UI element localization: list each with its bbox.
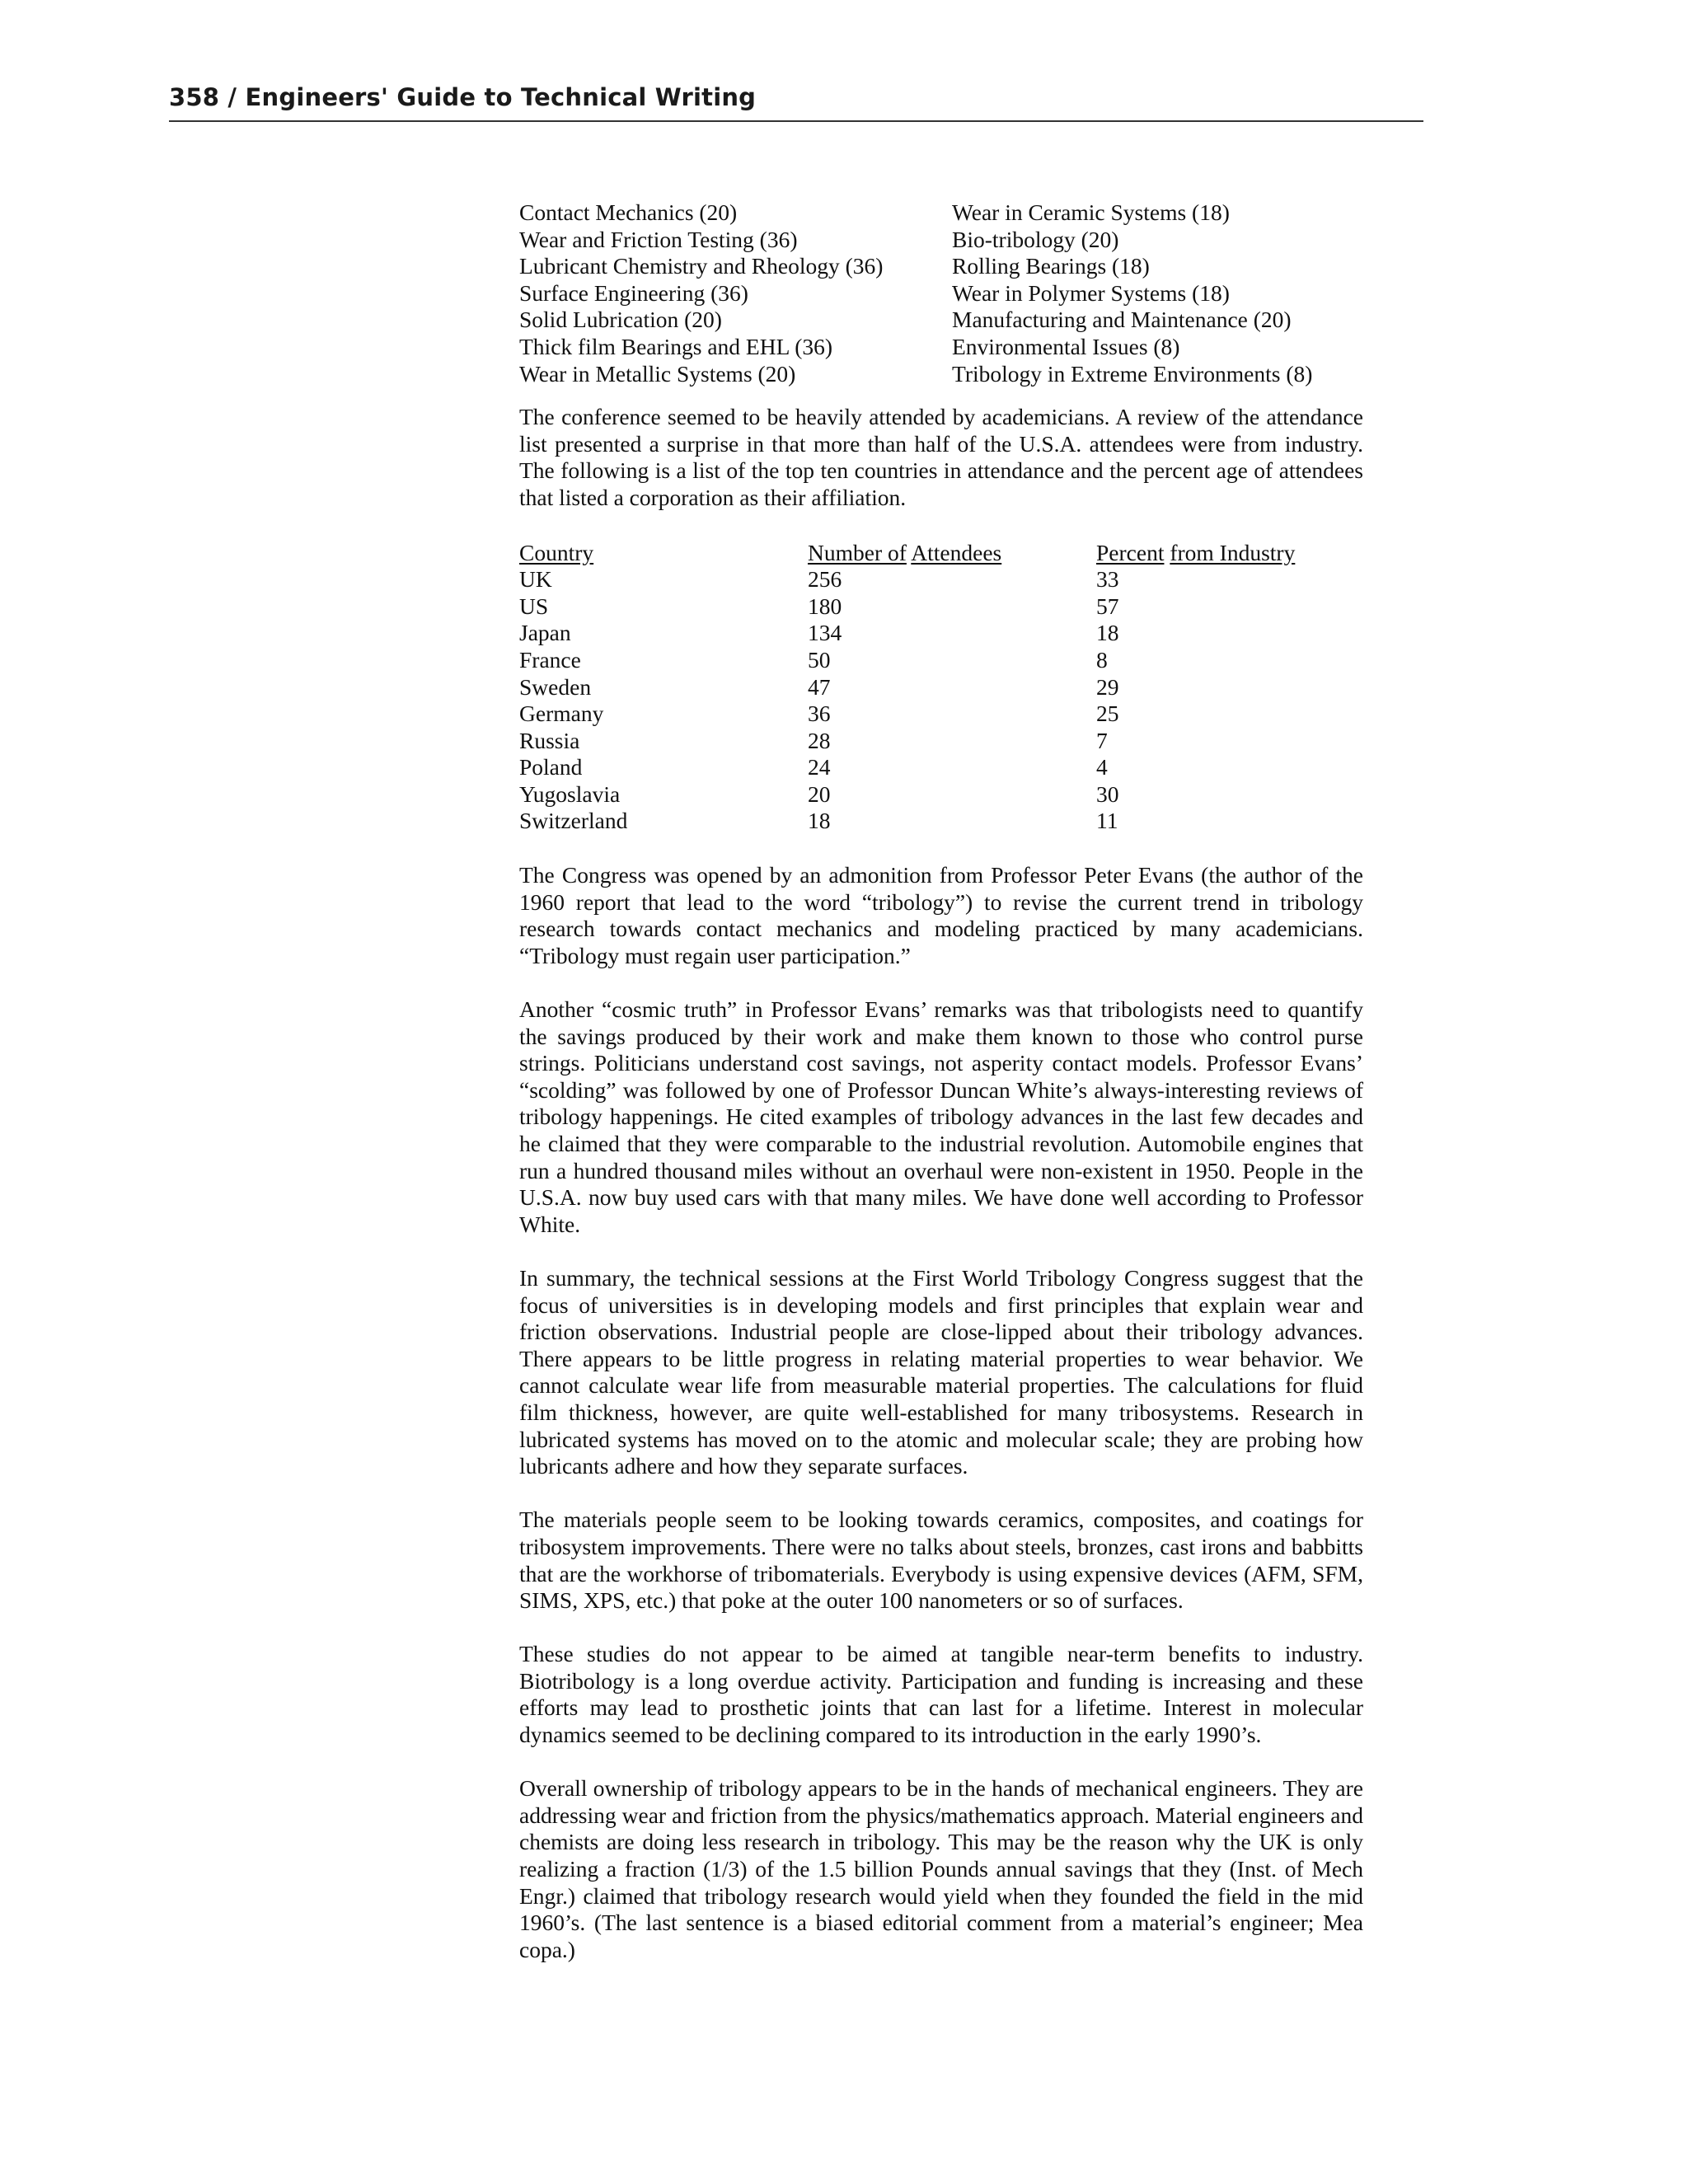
table-row [519, 647, 1363, 674]
cell-percent: 25 [1096, 701, 1119, 727]
topic-item: Bio-tribology (20) [952, 226, 1119, 252]
cell-percent: 8 [1096, 646, 1108, 673]
cell-percent: 7 [1096, 727, 1108, 753]
header-rule [169, 120, 1423, 122]
topic-item: Contact Mechanics (20) [519, 199, 738, 225]
table-row [519, 781, 1363, 808]
body-paragraphs [519, 862, 1363, 1963]
body-paragraph: Another “cosmic truth” in Professor Evans’ remarks was that tribologists need to quantify the savings produced by their work and make them known to those who control purse strings. Politicians understand cost savings, not asperity contact models. Professor Evans’ “scolding” was followed by one of Professor Duncan White’s always-interesting reviews of tribology happenings. He cited examples of tribology advances in the last few decades and he claimed that they were comparable to the industrial revolution. Automobile engines that run a hundred thousand miles without an overhaul were non-existent in 1950. People in the U.S.A. now buy used cars with that many miles. We have done well according to Professor White. [519, 996, 1363, 1237]
cell-percent: 57 [1096, 593, 1119, 619]
intro-paragraph: The conference seemed to be heavily attended by academicians. A review of the attendance list presented a surprise in that more than half of the U.S.A. attendees were from industry. The following is a list of the top ten countries in attendance and the percent age of attendees that listed a corporation as their affiliation. [519, 404, 1363, 510]
cell-country: Germany [519, 701, 604, 727]
cell-attendees: 18 [808, 808, 831, 834]
cell-percent: 33 [1096, 566, 1119, 593]
cell-country: UK [519, 566, 552, 593]
body-paragraph: In summary, the technical sessions at the First World Tribology Congress suggest that the focus of universities is in developing models and first principles that explain wear and friction observations. Industrial people are close-lipped about their tribology advances. There appears to be little progress in relating material properties to wear behavior. We cannot calculate wear life from measurable material properties. The calculations for fluid film thickness, however, are quite well-established for many tribosystems. Research in lubricated systems has moved on to the atomic and molecular scale; they are probing how lubricants adhere and how they separate surfaces. [519, 1264, 1363, 1479]
body-paragraph: Overall ownership of tribology appears to be in the hands of mechanical engineers. They are addressing wear and friction from the physics/mathematics approach. Material engineers and chemists are doing less research in tribology. This may be the reason why the UK is only realizing a fraction (1/3) of the 1.5 billion Pounds annual savings that they (Inst. of Mech Engr.) claimed that tribology research would yield when they founded the field in the mid 1960’s. (The last sentence is a biased editorial comment from a material’s engineer; Mea copa.) [519, 1775, 1363, 1962]
table-row [519, 566, 1363, 593]
body-paragraph: The materials people seem to be looking towards ceramics, composites, and coatings for tribosystem improvements. There were no talks about steels, bronzes, cast irons and babbitts that are the workhorse of tribomaterials. Everybody is using expensive devices (AFM, SFM, SIMS, XPS, etc.) that poke at the outer 100 nanometers or so of surfaces. [519, 1507, 1363, 1614]
table-row [519, 620, 1363, 647]
topic-item: Environmental Issues (8) [952, 333, 1180, 359]
column-header-attendees: Number of Attendees [808, 539, 1002, 565]
page-body [519, 199, 1363, 1963]
topic-item: Wear and Friction Testing (36) [519, 226, 798, 252]
cell-country: France [519, 646, 581, 673]
topic-item: Rolling Bearings (18) [952, 253, 1150, 279]
cell-attendees: 28 [808, 727, 831, 753]
session-topics-list [519, 199, 1363, 387]
body-paragraph: The Congress was opened by an admonition from Professor Peter Evans (the author of the 1960 report that lead to the word “tribology”) to revise the current trend in tribology research towards contact mechanics and modeling practiced by many academicians. “Tribology must regain user participation.” [519, 862, 1363, 968]
table-row [519, 701, 1363, 728]
cell-attendees: 134 [808, 620, 842, 646]
cell-attendees: 256 [808, 566, 842, 593]
cell-attendees: 20 [808, 780, 831, 807]
cell-attendees: 47 [808, 673, 831, 700]
topic-item: Manufacturing and Maintenance (20) [952, 307, 1292, 333]
topic-item: Thick film Bearings and EHL (36) [519, 333, 833, 359]
table-body [519, 566, 1363, 835]
cell-country: Sweden [519, 673, 592, 700]
cell-country: Russia [519, 727, 580, 753]
body-paragraph: These studies do not appear to be aimed at tangible near-term benefits to industry. Biotribology is a long overdue activity. Participation and funding is increasing and these efforts may lead to prosthetic joints that can last for a lifetime. Interest in molecular dynamics seemed to be declining compared to its introduction in the early 1990’s. [519, 1641, 1363, 1748]
cell-percent: 30 [1096, 780, 1119, 807]
topic-item: Wear in Ceramic Systems (18) [952, 199, 1230, 225]
topic-item: Wear in Polymer Systems (18) [952, 279, 1230, 306]
topic-item: Wear in Metallic Systems (20) [519, 360, 796, 387]
topics-right-column [952, 199, 1363, 387]
column-header-country: Country [519, 539, 594, 565]
cell-attendees: 50 [808, 646, 831, 673]
cell-country: Switzerland [519, 808, 628, 834]
table-row [519, 808, 1363, 835]
topic-item: Tribology in Extreme Environments (8) [952, 360, 1313, 387]
cell-attendees: 36 [808, 701, 831, 727]
table-row [519, 674, 1363, 701]
table-header-row [519, 540, 1363, 567]
topic-item: Solid Lubrication (20) [519, 307, 722, 333]
topic-item: Surface Engineering (36) [519, 279, 748, 306]
cell-country: Yugoslavia [519, 780, 621, 807]
cell-country: Poland [519, 754, 583, 780]
cell-percent: 29 [1096, 673, 1119, 700]
cell-percent: 4 [1096, 754, 1108, 780]
column-header-percent: Percent from Industry [1096, 539, 1296, 565]
cell-percent: 18 [1096, 620, 1119, 646]
table-row [519, 593, 1363, 621]
cell-country: Japan [519, 620, 571, 646]
topics-left-column [519, 199, 952, 387]
cell-percent: 11 [1096, 808, 1118, 834]
running-head: 358 / Engineers' Guide to Technical Writing [169, 83, 757, 111]
cell-attendees: 180 [808, 593, 842, 619]
cell-attendees: 24 [808, 754, 831, 780]
cell-country: US [519, 593, 549, 619]
topic-item: Lubricant Chemistry and Rheology (36) [519, 253, 884, 279]
table-row [519, 728, 1363, 755]
table-row [519, 754, 1363, 781]
attendance-table [519, 540, 1363, 836]
